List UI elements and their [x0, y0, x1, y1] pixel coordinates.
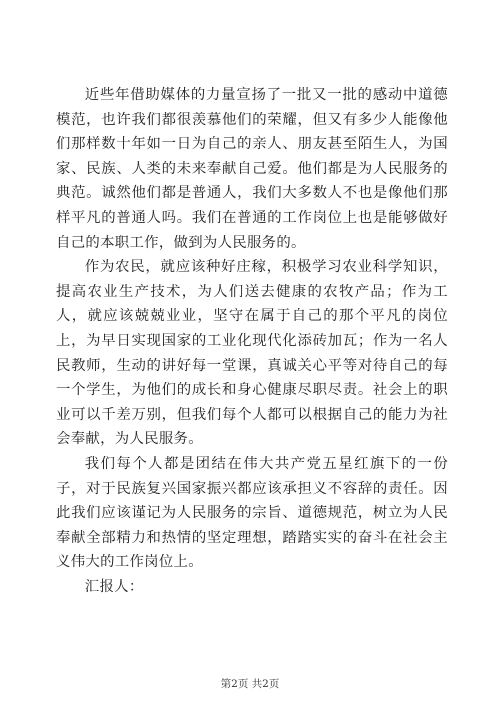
paragraph-responsibility: 我们每个人都是团结在伟大共产党五星红旗下的一份子，对于民族复兴国家振兴都应该承担义不容辞的责任。因此我们应该谨记为人民服务的宗旨、道德规范，树立为人民奉献全部精力和热情的坚定理想，踏踏实实的奋斗在社会主义伟大的工作岗位上。	[56, 455, 448, 571]
document-body	[56, 83, 448, 599]
paragraph-role-models: 近些年借助媒体的力量宣扬了一批又一批的感动中道德模范，也许我们都很羡慕他们的荣耀，但又有多少人能像他们那样数十年如一日为自己的亲人、朋友甚至陌生人，为国家、民族、人类的未来奉献自己爱。他们都是为人民服务的典范。诚然他们都是普通人，我们大多数人不也是像他们那样平凡的普通人吗。我们在普通的工作岗位上也是能够做好自己的本职工作，做到为人民服务的。	[56, 87, 448, 251]
paragraph-occupations: 作为农民，就应该种好庄稼，积极学习农业科学知识，提高农业生产技术，为人们送去健康的农牧产品；作为工人，就应该兢兢业业，坚守在属于自己的那个平凡的岗位上，为早日实现国家的工业化现代化添砖加瓦；作为一名人民教师，生动的讲好每一堂课，真诚关心平等对待自己的每一个学生，为他们的成长和身心健康尽职尽责。社会上的职业可以千差万别，但我们每个人都可以根据自己的能力为社会奉献，为人民服务。	[56, 259, 448, 448]
page-footer: 第2页 共2页	[220, 678, 280, 690]
signature-label: 汇报人：	[84, 578, 144, 595]
